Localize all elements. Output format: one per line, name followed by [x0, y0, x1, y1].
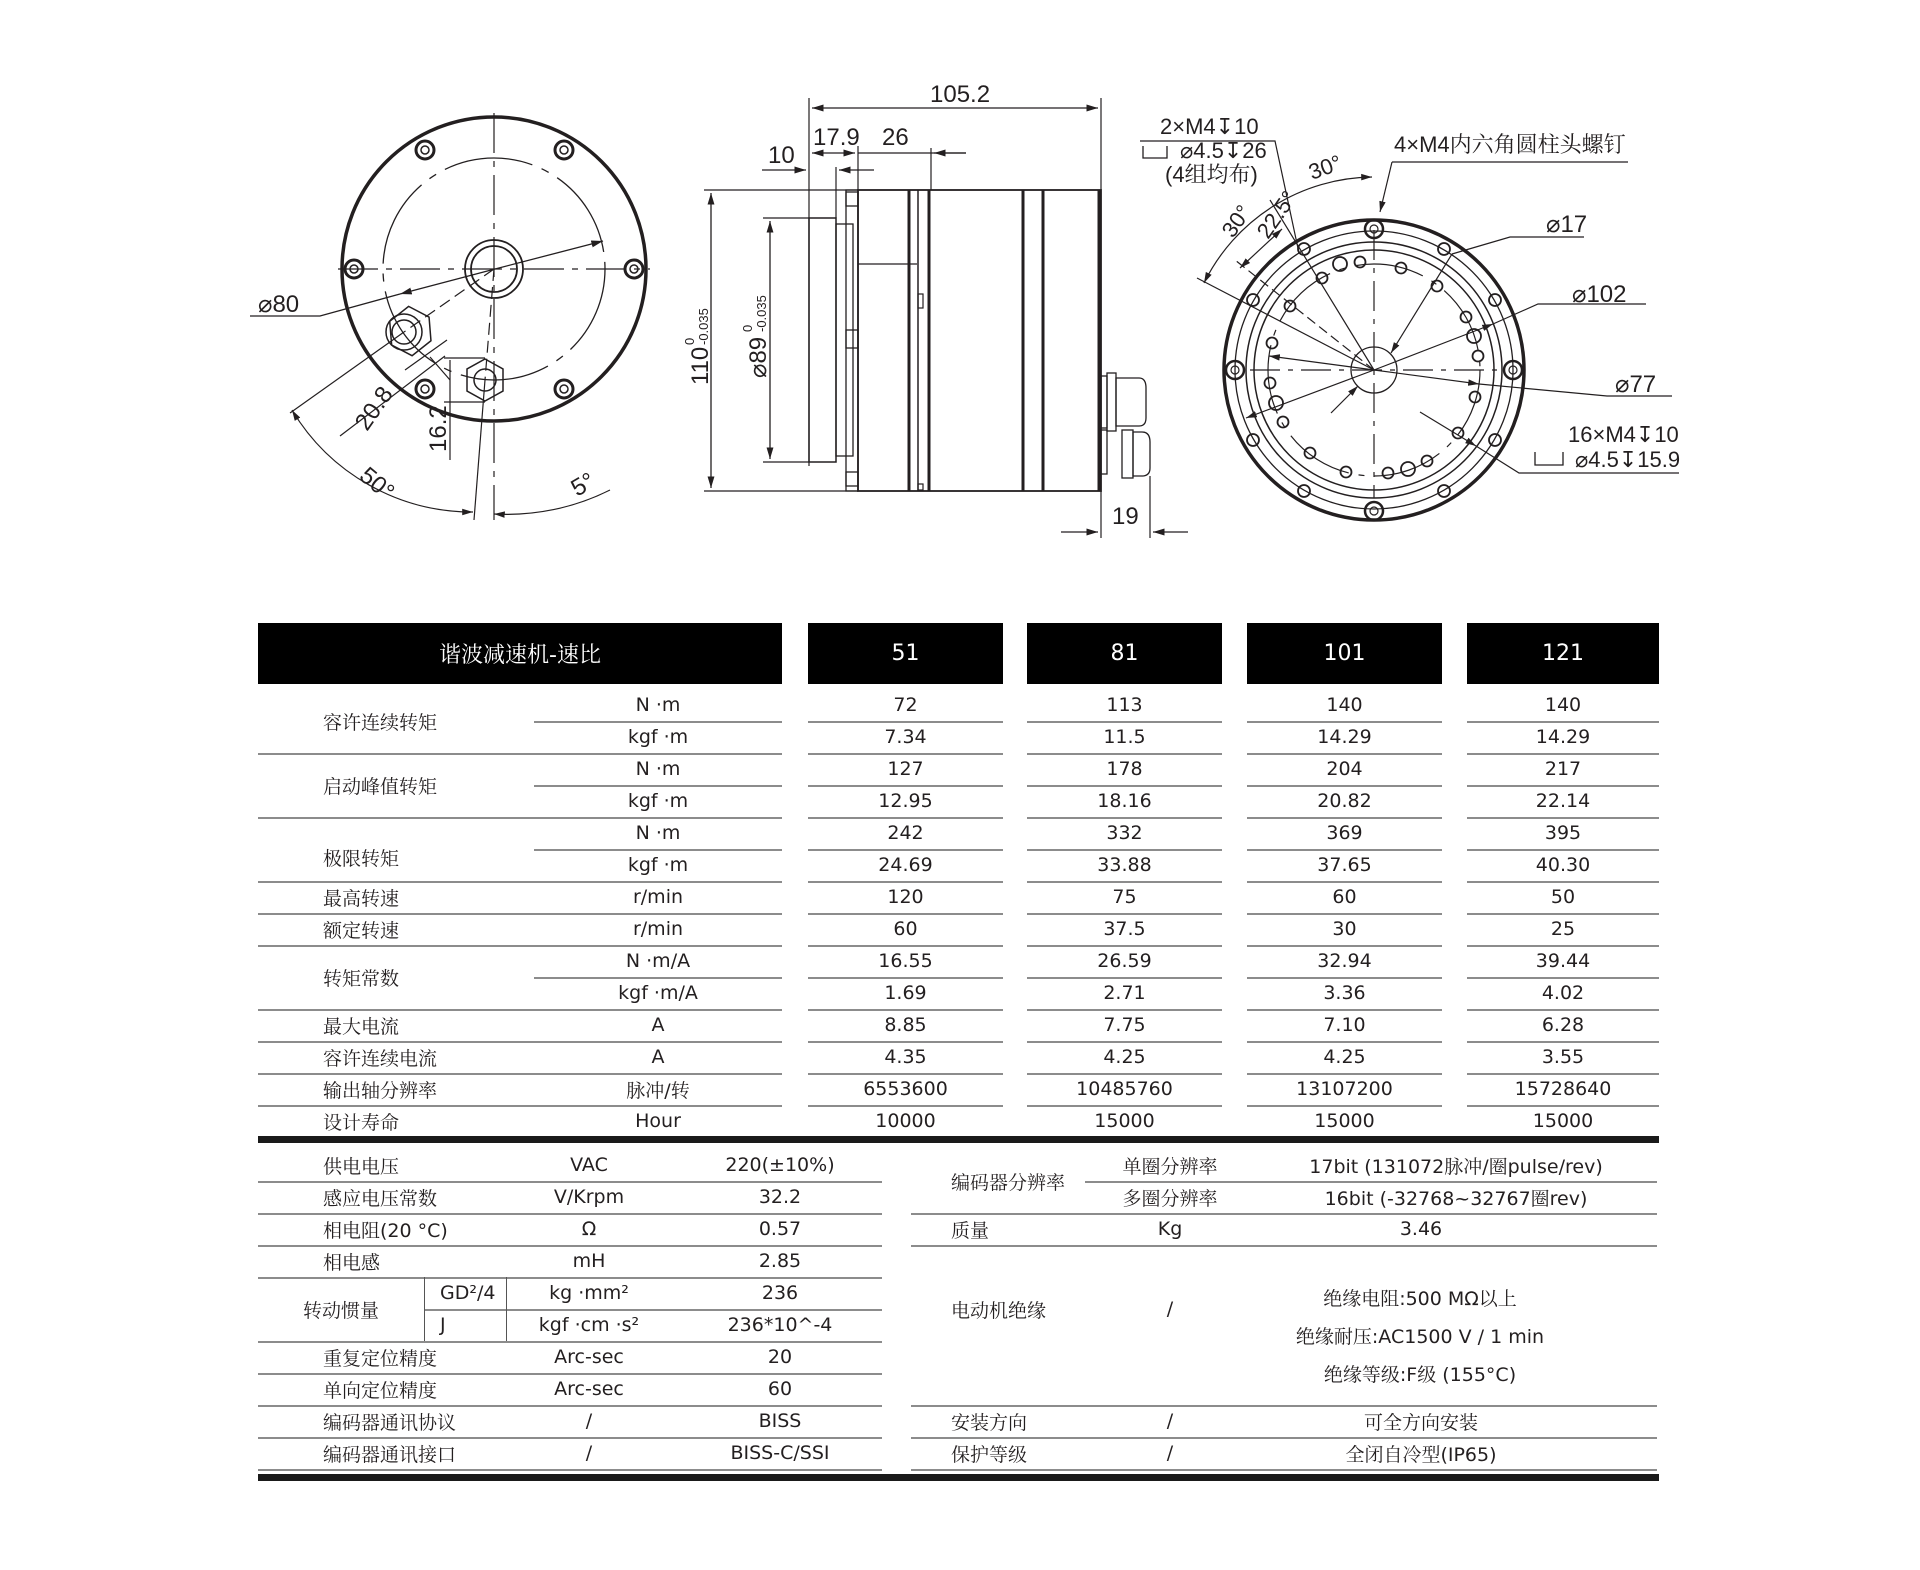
motor-row-value: 236 [761, 1282, 799, 1304]
value-cell: 140 [1326, 694, 1363, 716]
dim-dia17: ⌀17 [1546, 211, 1588, 238]
value-cell: 120 [887, 886, 924, 908]
value-cell: 60 [1332, 886, 1357, 908]
value-cell: 15000 [1532, 1110, 1594, 1132]
value-cell: 15728640 [1514, 1078, 1612, 1100]
value-cell: 3.36 [1323, 982, 1366, 1004]
svg-text:-0.035: -0.035 [754, 295, 769, 332]
value-cell: 20.82 [1317, 790, 1372, 812]
unit-cell: kgf ·m/A [618, 982, 698, 1004]
unit-cell: A [651, 1046, 665, 1068]
motor-row-unit: mH [572, 1250, 606, 1272]
value-cell: 15000 [1314, 1110, 1375, 1132]
value-cell: 60 [893, 918, 918, 940]
dim-angle-5: 5° [566, 467, 600, 503]
dim-angle-50: 50° [354, 461, 400, 506]
value-cell: 50 [1550, 886, 1576, 908]
mass-value: 3.46 [1399, 1218, 1443, 1240]
svg-text:0: 0 [740, 324, 755, 332]
motor-row-unit: / [585, 1442, 593, 1464]
row-label: 极限转矩 [323, 847, 400, 870]
connector-icon [1101, 373, 1150, 478]
value-cell: 39.44 [1535, 950, 1591, 972]
value-cell: 8.85 [884, 1014, 927, 1036]
insulation-unit: / [1166, 1298, 1174, 1320]
divider [911, 1213, 1657, 1215]
note-dia4-5-26: ⌀4.5↧26 [1180, 138, 1267, 163]
protection-unit: / [1166, 1442, 1174, 1464]
value-cell: 15000 [1094, 1110, 1155, 1132]
single-turn-value: 17bit (131072脉冲/圈pulse/rev) [1309, 1155, 1603, 1178]
motor-row-unit: kgf ·cm ·s² [538, 1314, 640, 1336]
motor-row-unit: kg ·mm² [549, 1282, 629, 1304]
unit-cell: kgf ·m [627, 854, 689, 876]
protection-label: 保护等级 [951, 1443, 1028, 1466]
motor-row-unit: Arc-sec [554, 1378, 624, 1400]
value-cell: 16.55 [878, 950, 933, 972]
motor-row-label: 感应电压常数 [323, 1187, 438, 1210]
value-cell: 6553600 [863, 1078, 948, 1100]
dim-19: 19 [1112, 503, 1139, 530]
value-cell: 1.69 [884, 982, 927, 1004]
ratio-header-81: 81 [1027, 623, 1222, 684]
encoder-resolution-label: 编码器分辨率 [951, 1171, 1066, 1194]
value-cell: 37.5 [1103, 918, 1146, 940]
dim-105-2: 105.2 [930, 81, 991, 108]
motor-row-label: 编码器通讯协议 [323, 1411, 457, 1434]
single-turn-label: 单圈分辨率 [1122, 1155, 1218, 1178]
motor-row-label: 单向定位精度 [323, 1379, 438, 1402]
dim-angle-22-5: 22.5° [1251, 186, 1302, 243]
value-cell: 24.69 [878, 854, 933, 876]
motor-row-unit: VAC [570, 1154, 608, 1176]
value-cell: 332 [1106, 822, 1143, 844]
unit-cell: N ·m/A [625, 950, 691, 972]
motor-row-label: 转动惯量 [302, 1299, 379, 1322]
mounting-label: 安装方向 [951, 1411, 1028, 1434]
motor-row-value: 60 [767, 1378, 793, 1400]
divider [911, 1469, 1657, 1471]
dim-dia80: ⌀80 [258, 291, 300, 318]
svg-text:0: 0 [682, 337, 697, 345]
technical-drawing [0, 0, 1920, 560]
note-4-groups: (4组均布) [1165, 162, 1258, 187]
motor-row-sublabel: GD²/4 [440, 1282, 496, 1304]
value-cell: 369 [1326, 822, 1363, 844]
ratio-header-label: 谐波减速机-速比 [258, 623, 782, 684]
motor-row-value: 0.57 [758, 1218, 802, 1240]
row-label: 设计寿命 [323, 1111, 400, 1134]
value-cell: 6.28 [1541, 1014, 1585, 1036]
row-label: 最大电流 [323, 1015, 400, 1038]
value-cell: 113 [1106, 694, 1143, 716]
value-cell: 40.30 [1535, 854, 1591, 876]
unit-cell: N ·m [635, 822, 681, 844]
note-2xM4: 2×M4↧10 [1160, 114, 1259, 139]
unit-cell: A [651, 1014, 665, 1036]
unit-cell: N ·m [635, 758, 681, 780]
ratio-header-51: 51 [808, 623, 1003, 684]
value-cell: 395 [1544, 822, 1582, 844]
value-cell: 10000 [875, 1110, 936, 1132]
unit-cell: Hour [635, 1110, 681, 1132]
row-label: 输出轴分辨率 [323, 1079, 438, 1102]
value-cell: 7.10 [1323, 1014, 1366, 1036]
value-cell: 26.59 [1097, 950, 1152, 972]
ratio-header-121: 121 [1467, 623, 1659, 684]
value-cell: 33.88 [1097, 854, 1152, 876]
dim-110 [682, 308, 714, 385]
row-label: 额定转速 [323, 919, 400, 942]
unit-cell: kgf ·m [627, 790, 689, 812]
motor-row-label: 编码器通讯接口 [323, 1443, 457, 1466]
value-cell: 4.25 [1323, 1046, 1366, 1068]
value-cell: 18.16 [1097, 790, 1152, 812]
dim-26: 26 [882, 124, 909, 151]
row-label: 容许连续转矩 [323, 711, 438, 734]
value-cell: 3.55 [1541, 1046, 1585, 1068]
protection-value: 全闭自冷型(IP65) [1345, 1443, 1497, 1466]
value-cell: 242 [887, 822, 924, 844]
row-label: 最高转速 [323, 887, 400, 910]
value-cell: 14.29 [1535, 726, 1591, 748]
insulation-resistance: 绝缘电阻:500 MΩ以上 [1323, 1287, 1517, 1310]
value-cell: 4.25 [1103, 1046, 1146, 1068]
motor-row-label: 供电电压 [323, 1155, 400, 1178]
motor-row-unit: / [585, 1410, 593, 1432]
note-16xM4: 16×M4↧10 [1568, 422, 1679, 447]
value-cell: 11.5 [1103, 726, 1146, 748]
insulation-class: 绝缘等级:F级 (155°C) [1323, 1363, 1517, 1386]
note-dia4-5-15-9: ⌀4.5↧15.9 [1575, 447, 1681, 472]
insulation-label: 电动机绝缘 [951, 1299, 1047, 1322]
dim-20-8: 20.8 [349, 381, 399, 436]
table-divider [258, 1136, 1659, 1143]
value-cell: 4.35 [884, 1046, 927, 1068]
value-cell: 13107200 [1296, 1078, 1393, 1100]
motor-row-sublabel: J [440, 1314, 446, 1336]
value-cell: 32.94 [1317, 950, 1372, 972]
dim-dia102: ⌀102 [1572, 281, 1627, 308]
mass-unit: Kg [1157, 1218, 1183, 1240]
motor-row-label: 重复定位精度 [323, 1347, 438, 1370]
multi-turn-label: 多圈分辨率 [1122, 1187, 1218, 1210]
table-bottom-bar [258, 1474, 1659, 1481]
value-cell: 217 [1544, 758, 1582, 780]
dim-dia77: ⌀77 [1615, 371, 1657, 398]
value-cell: 4.02 [1541, 982, 1585, 1004]
value-cell: 14.29 [1317, 726, 1372, 748]
row-label: 容许连续电流 [323, 1047, 438, 1070]
motor-row-label: 相电阻(20 °C) [323, 1219, 448, 1242]
motor-row-value: BISS [758, 1410, 802, 1432]
value-cell: 22.14 [1535, 790, 1591, 812]
row-divider [258, 1469, 882, 1471]
unit-cell: r/min [632, 918, 684, 940]
value-cell: 75 [1112, 886, 1137, 908]
note-4xM4-screw: 4×M4内六角圆柱头螺钉 [1394, 132, 1626, 157]
insulation-withstand: 绝缘耐压:AC1500 V / 1 min [1295, 1325, 1545, 1348]
dim-16-2: 16.2 [425, 405, 452, 452]
value-cell: 7.75 [1103, 1014, 1146, 1036]
value-cell: 204 [1326, 758, 1363, 780]
dim-17-9: 17.9 [813, 124, 860, 151]
svg-text:-0.035: -0.035 [696, 308, 711, 345]
value-cell: 127 [887, 758, 924, 780]
motor-row-value: 220(±10%) [725, 1154, 835, 1176]
value-cell: 37.65 [1317, 854, 1372, 876]
cell-border [506, 1277, 507, 1341]
value-cell: 140 [1544, 694, 1582, 716]
multi-turn-value: 16bit (-32768~32767圈rev) [1324, 1187, 1588, 1210]
unit-cell: N ·m [635, 694, 681, 716]
mass-label: 质量 [951, 1219, 990, 1242]
unit-cell: kgf ·m [627, 726, 689, 748]
motor-row-value: 2.85 [758, 1250, 802, 1272]
side-view [682, 81, 1188, 538]
rear-view [1140, 114, 1680, 520]
unit-cell: 脉冲/转 [626, 1079, 690, 1102]
value-cell: 72 [893, 694, 918, 716]
mounting-unit: / [1166, 1410, 1174, 1432]
row-label: 转矩常数 [323, 967, 400, 990]
unit-cell: r/min [632, 886, 684, 908]
value-cell: 30 [1332, 918, 1357, 940]
svg-text:⌀89: ⌀89 [745, 336, 772, 378]
dim-10: 10 [768, 142, 795, 169]
value-cell: 12.95 [878, 790, 933, 812]
motor-row-value: 20 [767, 1346, 793, 1368]
value-cell: 25 [1550, 918, 1576, 940]
front-view [250, 113, 650, 520]
value-cell: 10485760 [1076, 1078, 1173, 1100]
dim-dia89 [740, 295, 772, 378]
motor-row-unit: Ω [581, 1218, 597, 1240]
value-cell: 2.71 [1103, 982, 1146, 1004]
motor-row-value: BISS-C/SSI [730, 1442, 830, 1464]
value-cell: 7.34 [884, 726, 927, 748]
svg-text:110: 110 [687, 346, 714, 385]
motor-row-value: 236*10^-4 [727, 1314, 833, 1336]
motor-row-label: 相电感 [323, 1251, 381, 1274]
cell-border [424, 1277, 425, 1341]
row-label: 启动峰值转矩 [323, 775, 438, 798]
motor-row-unit: V/Krpm [553, 1186, 625, 1208]
motor-row-value: 32.2 [758, 1186, 802, 1208]
mounting-value: 可全方向安装 [1363, 1411, 1478, 1434]
value-cell: 178 [1106, 758, 1143, 780]
dim-angle-30-b: 30° [1305, 149, 1345, 185]
dim-angle-30-a: 30° [1216, 200, 1257, 242]
motor-row-unit: Arc-sec [554, 1346, 624, 1368]
ratio-header-101: 101 [1247, 623, 1442, 684]
